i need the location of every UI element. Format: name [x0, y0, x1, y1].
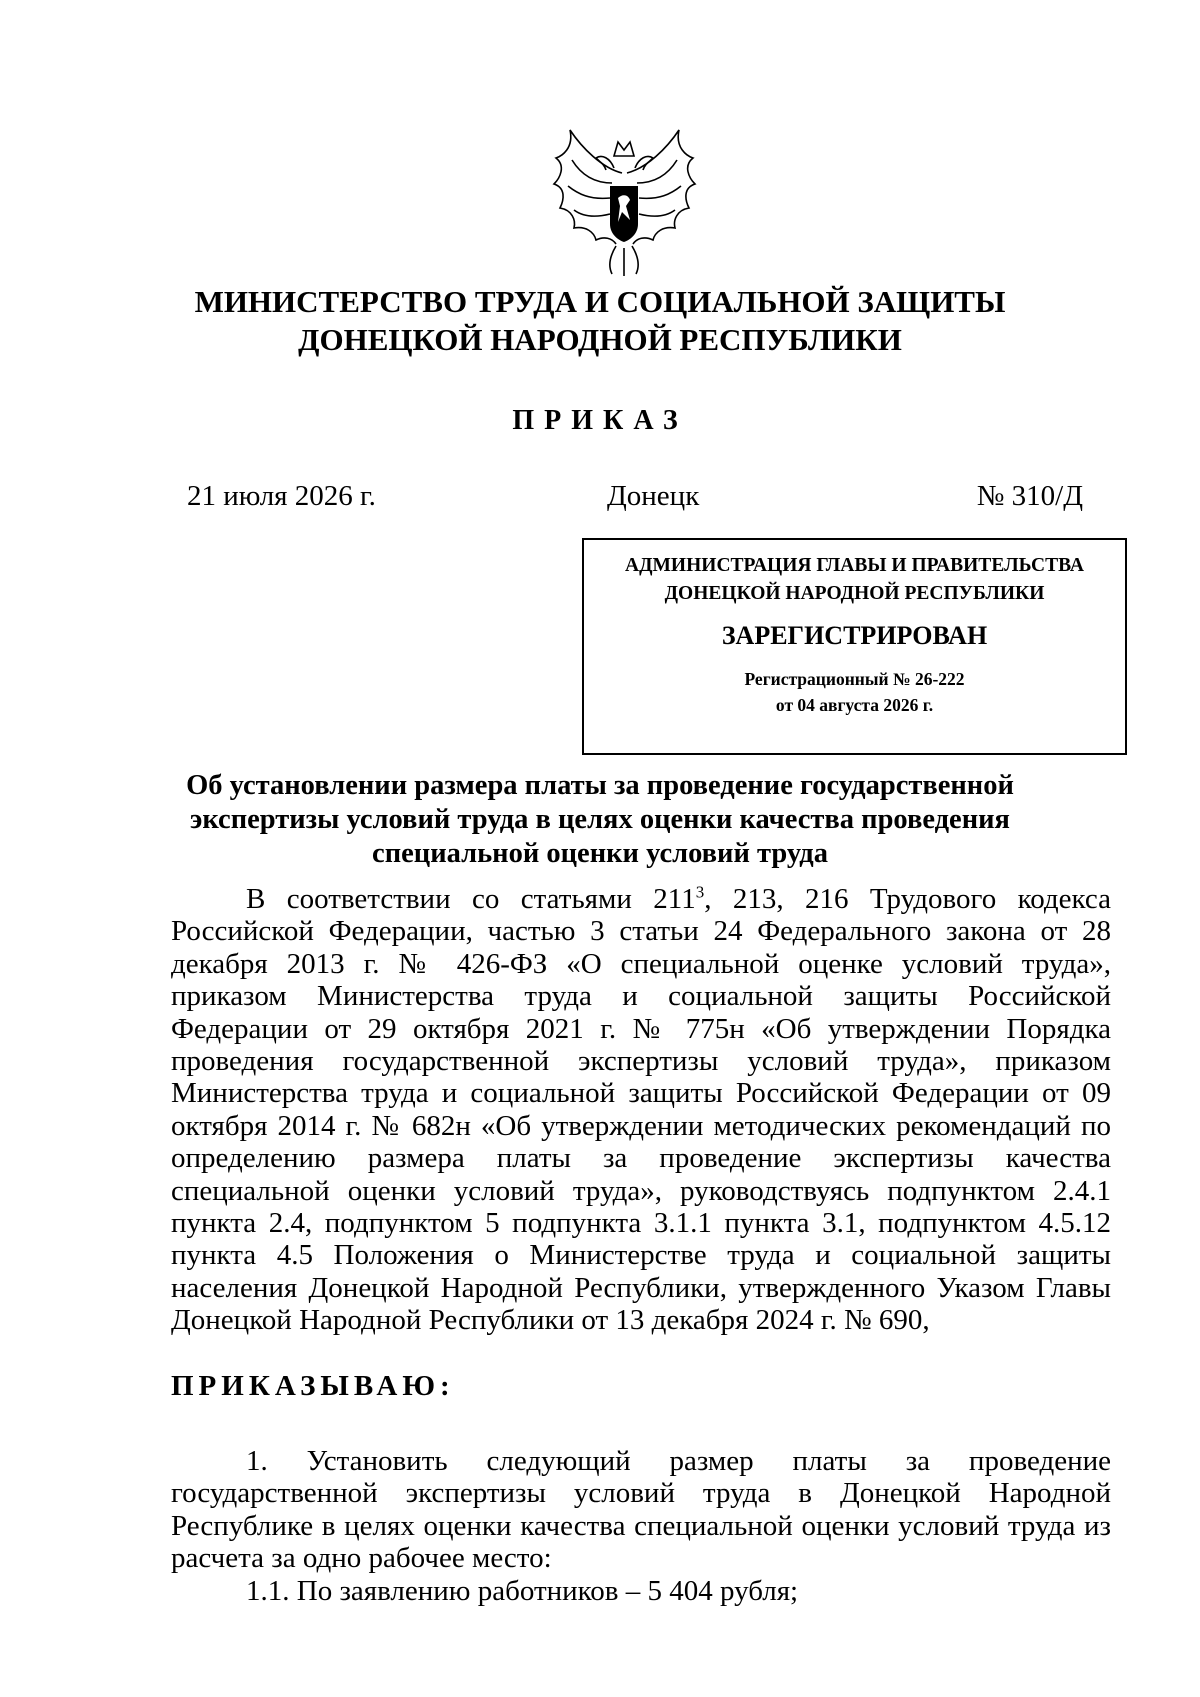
ministry-header: [0, 283, 1200, 359]
order-subject: [170, 769, 1030, 871]
preamble-paragraph: [171, 883, 1111, 1337]
document-type-title: ПРИКАЗ: [512, 405, 688, 436]
order-items: [171, 1445, 1111, 1607]
ministry-name-line2: ДОНЕЦКОЙ НАРОДНОЙ РЕСПУБЛИКИ: [298, 322, 902, 357]
registration-stamp: [582, 538, 1127, 755]
registration-org-line2: ДОНЕЦКОЙ НАРОДНОЙ РЕСПУБЛИКИ: [664, 583, 1045, 604]
preamble-part2: , 213, 216 Трудового кодекса Российской Федерации, частью 3 статьи 24 Федерального закона от 28 декабря 2013 г. № 426-ФЗ «О специальной оценке условий труда», приказом Министерства труда и социальной защиты Российской Федерации от 29 октября 2021 г. № 775н «Об утверждении Порядка проведения государственной экспертизы условий труда», приказом Министерства труда и социальной защиты Российской Федерации от 09 октября 2014 г. № 682н «Об утверждении методических рекомендаций по определению размера платы за проведение экспертизы качества специальной оценки условий труда», руководствуясь подпунктом 2.4.1 пункта 2.4, подпунктом 5 подпункта 3.1.1 пункта 3.1, подпунктом 4.5.12 пункта 4.5 Положения о Министерстве труда и социальной защиты населения Донецкой Народной Республики, утвержденного Указом Главы Донецкой Народной Республики от 13 декабря 2024 г. № 690,: [171, 883, 1111, 1337]
registration-org-line1: АДМИНИСТРАЦИЯ ГЛАВЫ И ПРАВИТЕЛЬСТВА: [625, 555, 1084, 576]
registration-org: [584, 552, 1125, 608]
preamble-superscript: 3: [695, 882, 705, 902]
registration-details: [584, 666, 1125, 718]
dpr-coat-of-arms-icon: [552, 128, 697, 278]
decree-heading: ПРИКАЗЫВАЮ:: [171, 1370, 455, 1402]
registration-date: от 04 августа 2026 г.: [775, 695, 934, 715]
preamble: [171, 883, 1111, 1337]
order-city: Донецк: [607, 480, 700, 512]
registration-number: Регистрационный № 26-222: [744, 669, 965, 689]
preamble-part1: В соответствии со статьями 211: [246, 883, 696, 915]
order-date: 21 июля 2026 г.: [187, 480, 376, 512]
subject-line2: экспертизы условий труда в целях оценки качества проведения: [190, 804, 1010, 835]
registration-status: ЗАРЕГИСТРИРОВАН: [721, 621, 988, 650]
ministry-name-line1: МИНИСТЕРСТВО ТРУДА И СОЦИАЛЬНОЙ ЗАЩИТЫ: [194, 284, 1006, 319]
order-number: № 310/Д: [976, 480, 1083, 512]
order-item-1: 1. Установить следующий размер платы за проведение государственной экспертизы условий труда в Донецкой Народной Республике в целях оценки качества специальной оценки условий труда из расчета за одно рабочее место:: [171, 1445, 1111, 1575]
subject-line1: Об установлении размера платы за проведение государственной: [186, 770, 1014, 801]
subject-line3: специальной оценки условий труда: [372, 838, 828, 869]
order-item-1-1: 1.1. По заявлению работников – 5 404 рубля;: [246, 1574, 799, 1607]
